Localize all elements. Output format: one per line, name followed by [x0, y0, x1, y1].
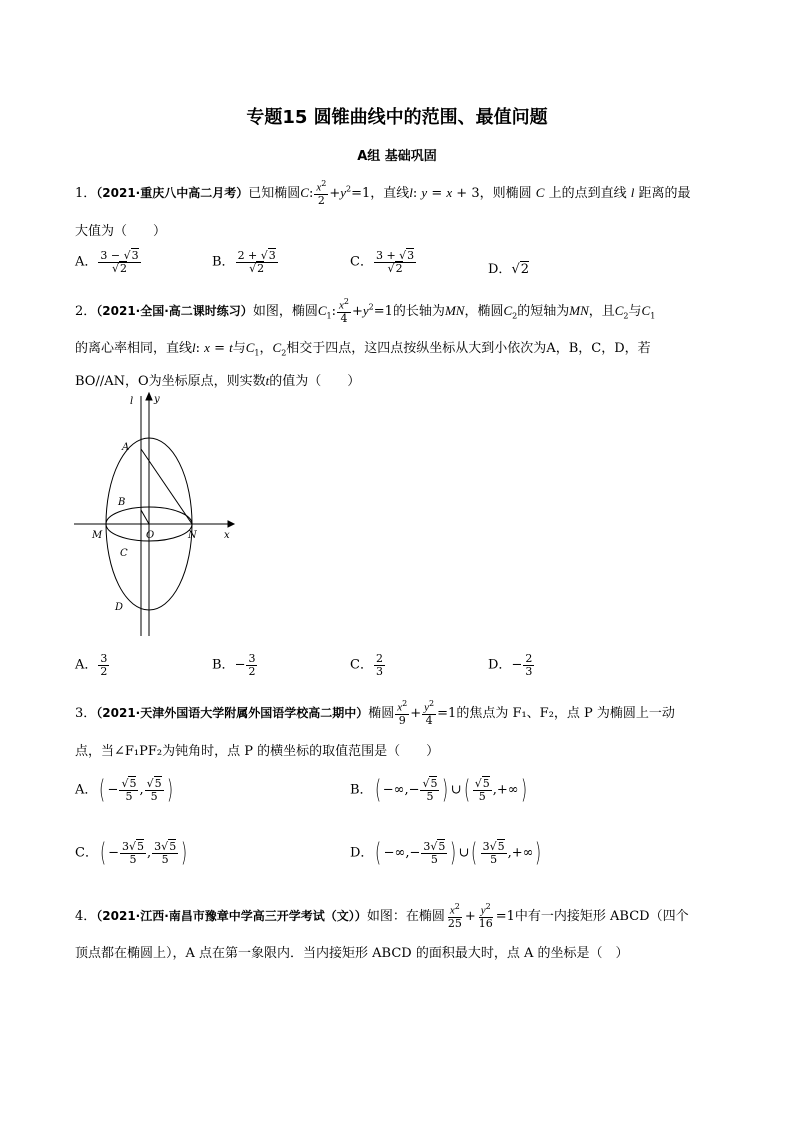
- q2-text-e: ，且: [588, 303, 615, 319]
- opt-label: B．: [212, 657, 235, 673]
- label-d: D: [115, 602, 124, 613]
- q3-option-c[interactable]: C．( − $\frac{3√5}{5}$ , $\frac{3√5}{5}$ ): [75, 838, 188, 868]
- q2-option-d[interactable]: [488, 653, 535, 677]
- q2-text: 如图，椭圆: [252, 303, 318, 319]
- q4-line1: 4．（2021·江西·南昌市豫章中学高三开学考试（文））如图：在椭圆 $\frac{x^2}{25}$ + $\frac{y^2}{16}$ =1中有一内接矩形 ABCD（四个: [75, 902, 689, 931]
- opt-label: C．: [350, 254, 373, 270]
- q2-figure: [70, 392, 240, 642]
- label-c: C: [120, 548, 128, 559]
- q2-line1: 2．（2021·全国·高二课时练习）如图，椭圆$C_1$: $\frac{x^2}{4}$ $+y^2=1$的长轴为MN，椭圆$C_2$的短轴为MN，且$C_2$与$C_1$: [75, 297, 656, 326]
- q3-line1: 3．（2021·天津外国语大学附属外国语学校高二期中）椭圆 $\frac{x^2}{9}$ + $\frac{y^2}{4}$ =1的焦点为 F₁、F₂，点 P 为椭圆上一动: [75, 699, 675, 728]
- label-a: A: [122, 442, 130, 453]
- q1-option-c[interactable]: C． $\frac{3 + √3}{√2}$: [350, 249, 415, 275]
- q2-c-num: 2: [375, 652, 383, 665]
- q1-text-d: 上的点到直线: [548, 185, 627, 201]
- q2-text-b: 的长轴为: [392, 303, 445, 319]
- q1-option-d[interactable]: D．√2: [488, 262, 530, 277]
- q2-line2-a: 的离心率相同，直线: [75, 341, 193, 356]
- q2-b-den: 2: [248, 664, 256, 678]
- q2-b-sign: −: [234, 657, 246, 673]
- q2-text-f: 与: [628, 303, 642, 319]
- q1-number: 1．: [75, 185, 97, 201]
- q3-number: 3．: [75, 705, 97, 721]
- label-o: O: [146, 530, 155, 541]
- opt-label: D．: [488, 657, 512, 673]
- q2-source: （2021·全国·高二课时练习）: [96, 303, 253, 318]
- q2-d-den: 3: [525, 664, 533, 678]
- y-arrow: [146, 393, 152, 400]
- q2-line2-c: ，: [259, 341, 273, 356]
- q1-line1: 1．（2021·重庆八中高二月考）已知椭圆C: $\frac{x^2}{2}$ $+y^2=1$，直线l: y = x + 3，则椭圆 C 上的点到直线 l 距离的最: [75, 179, 691, 208]
- opt-label: C．: [75, 845, 98, 861]
- opt-label: C．: [350, 657, 373, 673]
- q3-option-a[interactable]: A．( − $\frac{√5}{5}$ , $\frac{√5}{5}$ ): [75, 775, 173, 805]
- opt-label: A．: [75, 254, 98, 270]
- q2-option-a[interactable]: [75, 653, 110, 677]
- q2-a-num: 3: [100, 652, 108, 665]
- q1-text-c: ，则椭圆: [479, 185, 532, 201]
- opt-label: A．: [75, 657, 98, 673]
- x-arrow: [228, 521, 234, 527]
- q2-b-num: 3: [248, 652, 256, 665]
- q2-line3-b: 的值为（ ）: [269, 374, 361, 389]
- q4-line2: 顶点都在椭圆上），A 点在第一象限内．当内接矩形 ABCD 的面积最大时，点 A 的坐标是（ ）: [75, 946, 629, 961]
- q2-text-d: 的短轴为: [517, 303, 570, 319]
- q1-option-a[interactable]: A． $\frac{3 - √3}{√2}$: [75, 249, 139, 275]
- label-b: B: [118, 497, 126, 508]
- q3-option-b[interactable]: B．( −∞,− $\frac{√5}{5}$ ) ∪( $\frac{√5}{5}$ ,+∞): [350, 775, 527, 805]
- label-y: y: [154, 394, 160, 405]
- q2-text-c: ，椭圆: [464, 303, 504, 319]
- q2-line3-a: BO//AN，O为坐标原点，则实数: [75, 374, 266, 389]
- q2-d-num: 2: [525, 652, 533, 665]
- q1-text-e: 距离的最: [638, 185, 691, 201]
- opt-label: D．: [350, 845, 374, 861]
- q2-c-den: 3: [375, 664, 383, 678]
- q3-option-d[interactable]: D．( −∞,− $\frac{3√5}{5}$ ) ∪( $\frac{3√5}{5}$ ,+∞): [350, 838, 542, 868]
- q4-text: 如图：在椭圆: [366, 908, 445, 924]
- q2-line2-e: A，B，C，D，若: [546, 341, 651, 356]
- q3-source: （2021·天津外国语大学附属外国语学校高二期中）: [96, 705, 369, 720]
- q3-text-b: 的焦点为 F₁、F₂，点 P 为椭圆上一动: [456, 705, 675, 721]
- q1-line2: 大值为（ ）: [75, 224, 167, 239]
- q2-option-b[interactable]: [212, 653, 258, 677]
- label-l: l: [130, 396, 134, 407]
- q1-text: 已知椭圆: [248, 185, 301, 201]
- q3-text: 椭圆: [368, 705, 395, 721]
- q1-option-b[interactable]: B． $\frac{2 + √3}{√2}$: [212, 249, 276, 275]
- q2-line2-b: 与: [232, 341, 246, 356]
- opt-label: D．: [488, 262, 512, 277]
- label-n: N: [188, 530, 197, 541]
- label-m: M: [92, 530, 103, 541]
- q2-a-den: 2: [100, 664, 108, 678]
- q1-source: （2021·重庆八中高二月考）: [96, 185, 249, 200]
- segment-bo: [141, 510, 149, 524]
- q1-text-b: ，直线: [370, 185, 410, 201]
- q2-line2: 的离心率相同，直线l: x = t与$C_1$，$C_2$相交于四点，这四点按纵坐标从大到小依次为A，B，C，D，若: [75, 340, 651, 358]
- q4-number: 4．: [75, 908, 97, 924]
- opt-label: B．: [212, 254, 235, 270]
- q4-text-b: 中有一内接矩形 ABCD（四个: [514, 908, 689, 924]
- opt-label: A．: [75, 782, 98, 798]
- q2-line2-d: 相交于四点，这四点按纵坐标从大到小依次为: [286, 341, 547, 356]
- label-x: x: [224, 530, 230, 541]
- section-subtitle: A组 基础巩固: [357, 149, 437, 164]
- q2-number: 2．: [75, 303, 97, 319]
- q2-line3: BO//AN，O为坐标原点，则实数t的值为（ ）: [75, 373, 361, 389]
- opt-label: B．: [350, 782, 373, 798]
- q2-d-sign: −: [511, 657, 523, 673]
- q4-source: （2021·江西·南昌市豫章中学高三开学考试（文））: [96, 908, 367, 923]
- q3-line2: 点，当∠F₁PF₂为钝角时，点 P 的横坐标的取值范围是（ ）: [75, 744, 440, 759]
- q2-option-c[interactable]: [350, 653, 386, 677]
- page-title: 专题15 圆锥曲线中的范围、最值问题: [246, 107, 548, 128]
